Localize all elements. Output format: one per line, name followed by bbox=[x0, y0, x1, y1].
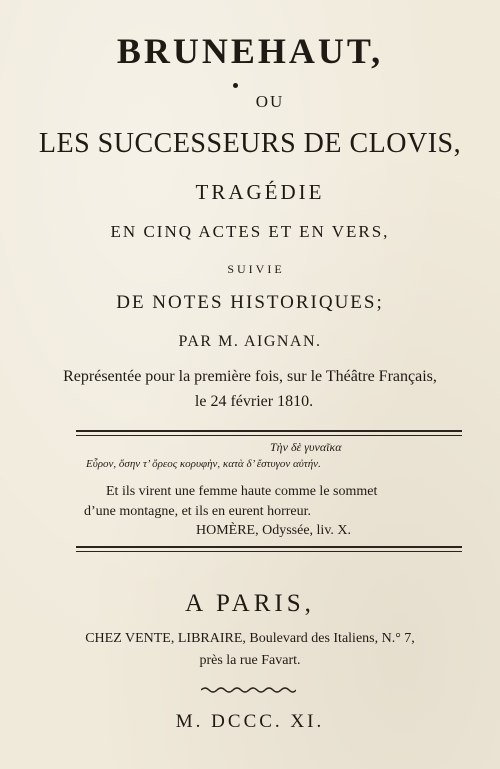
wave-ornament bbox=[201, 686, 296, 694]
greek-line-1: Τὴν δὲ γυναῖκα bbox=[270, 440, 342, 454]
title-ornament-dot bbox=[233, 83, 238, 88]
epigraph-attribution: HOMÈRE, Odyssée, liv. X. bbox=[196, 523, 352, 538]
epigraph-rule-bottom bbox=[76, 546, 462, 548]
book-subtitle: LES SUCCESSEURS DE CLOVIS, bbox=[38, 128, 462, 159]
genre-label: TRAGÉDIE bbox=[195, 180, 325, 204]
greek-line-2: Εὗρον, ὅσην τ’ ὄρεος κορυφὴν, κατὰ δ’ ἔστυγον αὐτήν. bbox=[86, 458, 321, 470]
epigraph-rule-top-thin bbox=[76, 435, 462, 436]
imprint-city: A PARIS, bbox=[185, 590, 315, 617]
french-line-2: d’une montagne, et ils en eurent horreur. bbox=[84, 504, 312, 519]
imprint-publisher: CHEZ VENTE, LIBRAIRE, Boulevard des Italiens, N.° 7, bbox=[85, 631, 415, 646]
performance-line-1: Représentée pour la première fois, sur le Théâtre Français, bbox=[63, 368, 437, 385]
followed-by-label: SUIVIE bbox=[227, 262, 285, 276]
imprint-address: près la rue Favart. bbox=[199, 653, 301, 668]
performance-line-2: le 24 février 1810. bbox=[194, 393, 314, 410]
book-title: BRUNEHAUT, bbox=[116, 31, 384, 71]
author-line: PAR M. AIGNAN. bbox=[178, 333, 322, 350]
title-connector: OU bbox=[255, 92, 285, 111]
imprint-year: M. DCCC. XI. bbox=[175, 711, 325, 732]
french-line-1: Et ils virent une femme haute comme le sommet bbox=[106, 484, 378, 499]
epigraph-rule-top bbox=[76, 430, 462, 432]
form-label: EN CINQ ACTES ET EN VERS, bbox=[110, 222, 390, 241]
epigraph-rule-bottom-thin bbox=[76, 551, 462, 552]
notes-label: DE NOTES HISTORIQUES; bbox=[116, 292, 384, 313]
